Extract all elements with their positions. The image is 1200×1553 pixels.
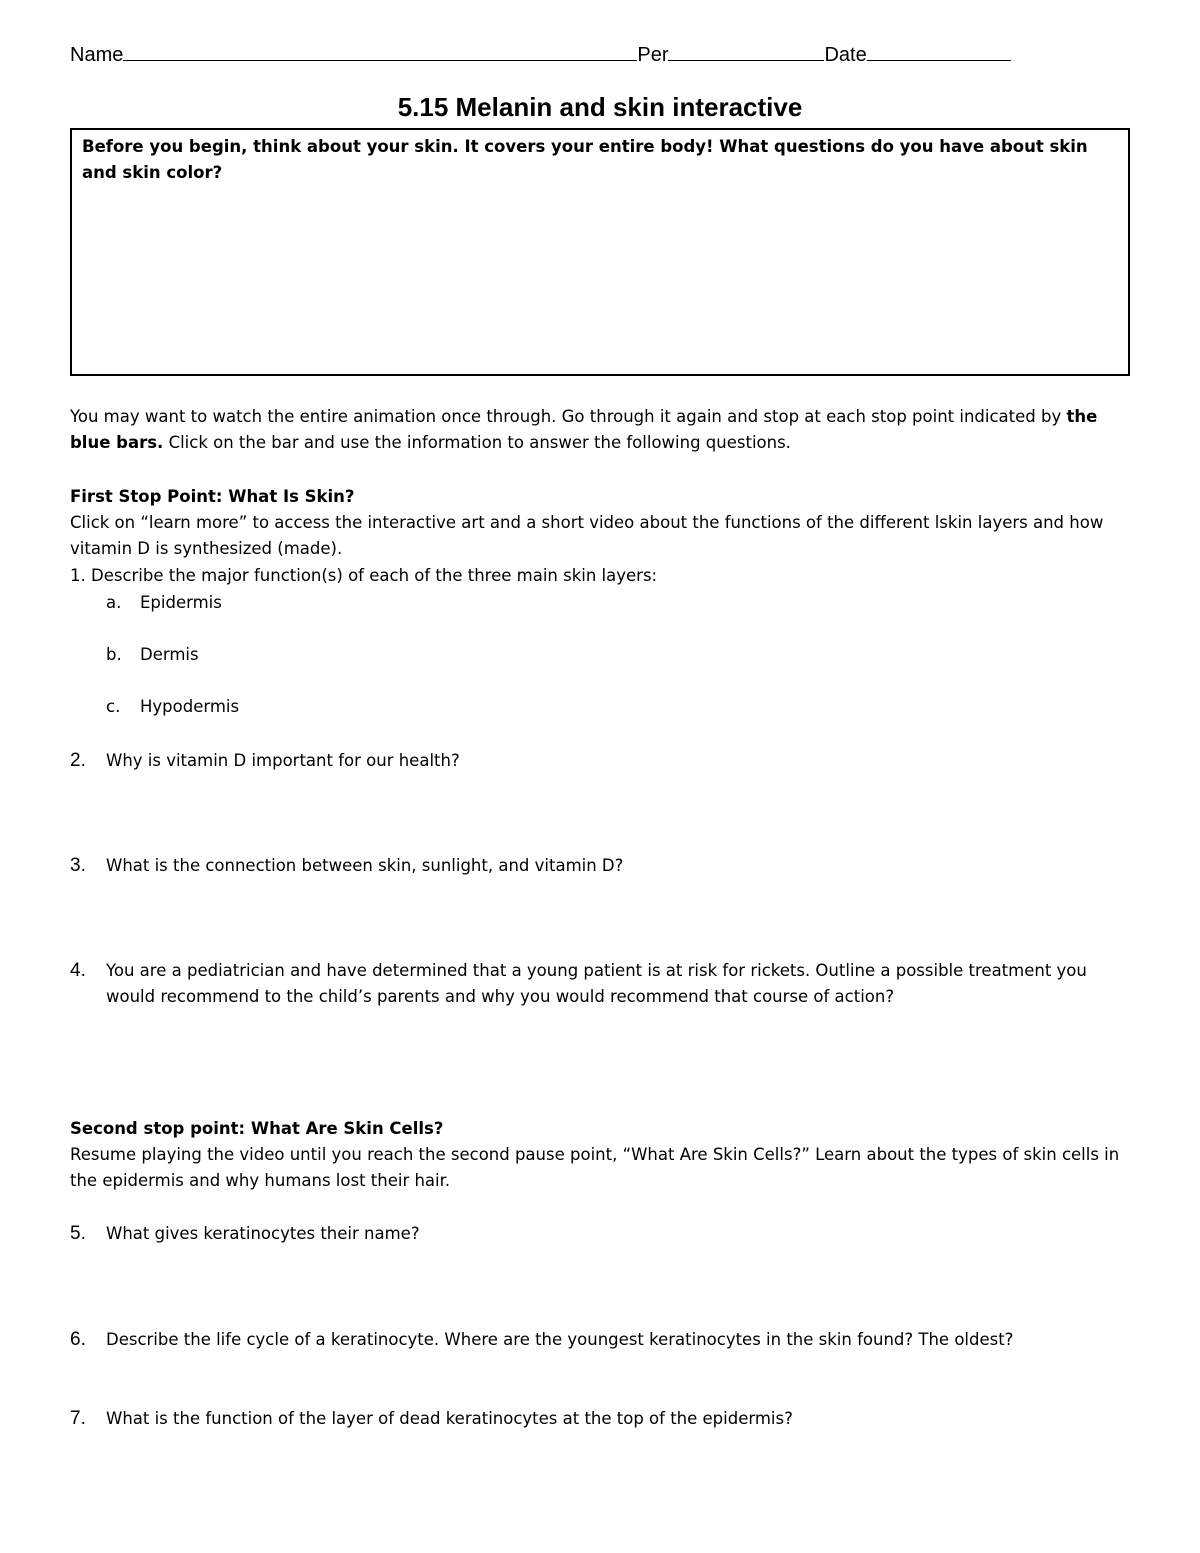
question-number: 3. [70, 855, 86, 876]
question-3 [70, 853, 1140, 879]
sub-item-label: c. [106, 697, 121, 716]
intro-prompt: Before you begin, think about your skin. It covers your entire body! What questions do you have about skin and skin color? [82, 137, 1088, 182]
instructions-bold: the blue bars. [70, 407, 1098, 452]
question-text: What gives keratinocytes their name? [106, 1224, 420, 1243]
sub-item-text: Epidermis [140, 593, 222, 612]
date-field[interactable] [867, 42, 1011, 61]
question-text: What is the function of the layer of dead keratinocytes at the top of the epidermis? [106, 1409, 793, 1428]
sub-item-text: Hypodermis [140, 697, 240, 716]
question-number: 7. [70, 1408, 86, 1429]
question-6 [70, 1327, 1140, 1353]
question-number: 5. [70, 1223, 86, 1244]
question-number: 2. [70, 750, 86, 771]
sub-item-text: Dermis [140, 645, 199, 664]
name-label: Name [70, 44, 124, 66]
sub-item-dermis [106, 642, 199, 668]
question-text: What is the connection between skin, sunlight, and vitamin D? [106, 856, 624, 875]
sub-item-epidermis [106, 590, 222, 616]
header-line [70, 42, 1011, 68]
section2-heading: Second stop point: What Are Skin Cells? [70, 1119, 444, 1138]
question-4 [70, 958, 1140, 1010]
name-field[interactable] [123, 42, 637, 61]
intro-answer-box[interactable] [70, 128, 1130, 376]
sub-item-hypodermis [106, 694, 239, 720]
instructions-text-1: You may want to watch the entire animation once through. Go through it again and stop at each stop point indicated by [70, 407, 1067, 426]
sub-item-label: a. [106, 593, 122, 612]
date-label: Date [824, 44, 867, 66]
page-title: 5.15 Melanin and skin interactive [397, 92, 803, 122]
question-number: 4. [70, 960, 86, 981]
period-field[interactable] [668, 42, 824, 61]
section2-intro: Resume playing the video until you reach the second pause point, “What Are Skin Cells?” Learn about the types of skin cells in the epidermis and why humans lost their hair. [70, 1145, 1120, 1190]
sub-item-label: b. [106, 645, 122, 664]
question-5 [70, 1221, 1140, 1247]
question-1: 1. Describe the major function(s) of each of the three main skin layers: [70, 566, 658, 585]
section1-heading: First Stop Point: What Is Skin? [70, 487, 355, 506]
per-label: Per [637, 44, 669, 66]
question-2 [70, 748, 1140, 774]
question-7 [70, 1406, 1140, 1432]
question-text: Why is vitamin D important for our health? [106, 751, 460, 770]
question-text: You are a pediatrician and have determined that a young patient is at risk for rickets. Outline a possible treatment you would recommend to the child’s parents and why you would recommend that course of action? [106, 961, 1087, 1006]
instructions-paragraph [70, 404, 1140, 456]
question-number: 6. [70, 1329, 86, 1350]
instructions-text-2: Click on the bar and use the information to answer the following questions. [163, 433, 791, 452]
question-text: Describe the life cycle of a keratinocyte. Where are the youngest keratinocytes in the skin found? The oldest? [106, 1330, 1014, 1349]
section1-intro: Click on “learn more” to access the interactive art and a short video about the functions of the different lskin layers and how vitamin D is synthesized (made). [70, 513, 1104, 558]
